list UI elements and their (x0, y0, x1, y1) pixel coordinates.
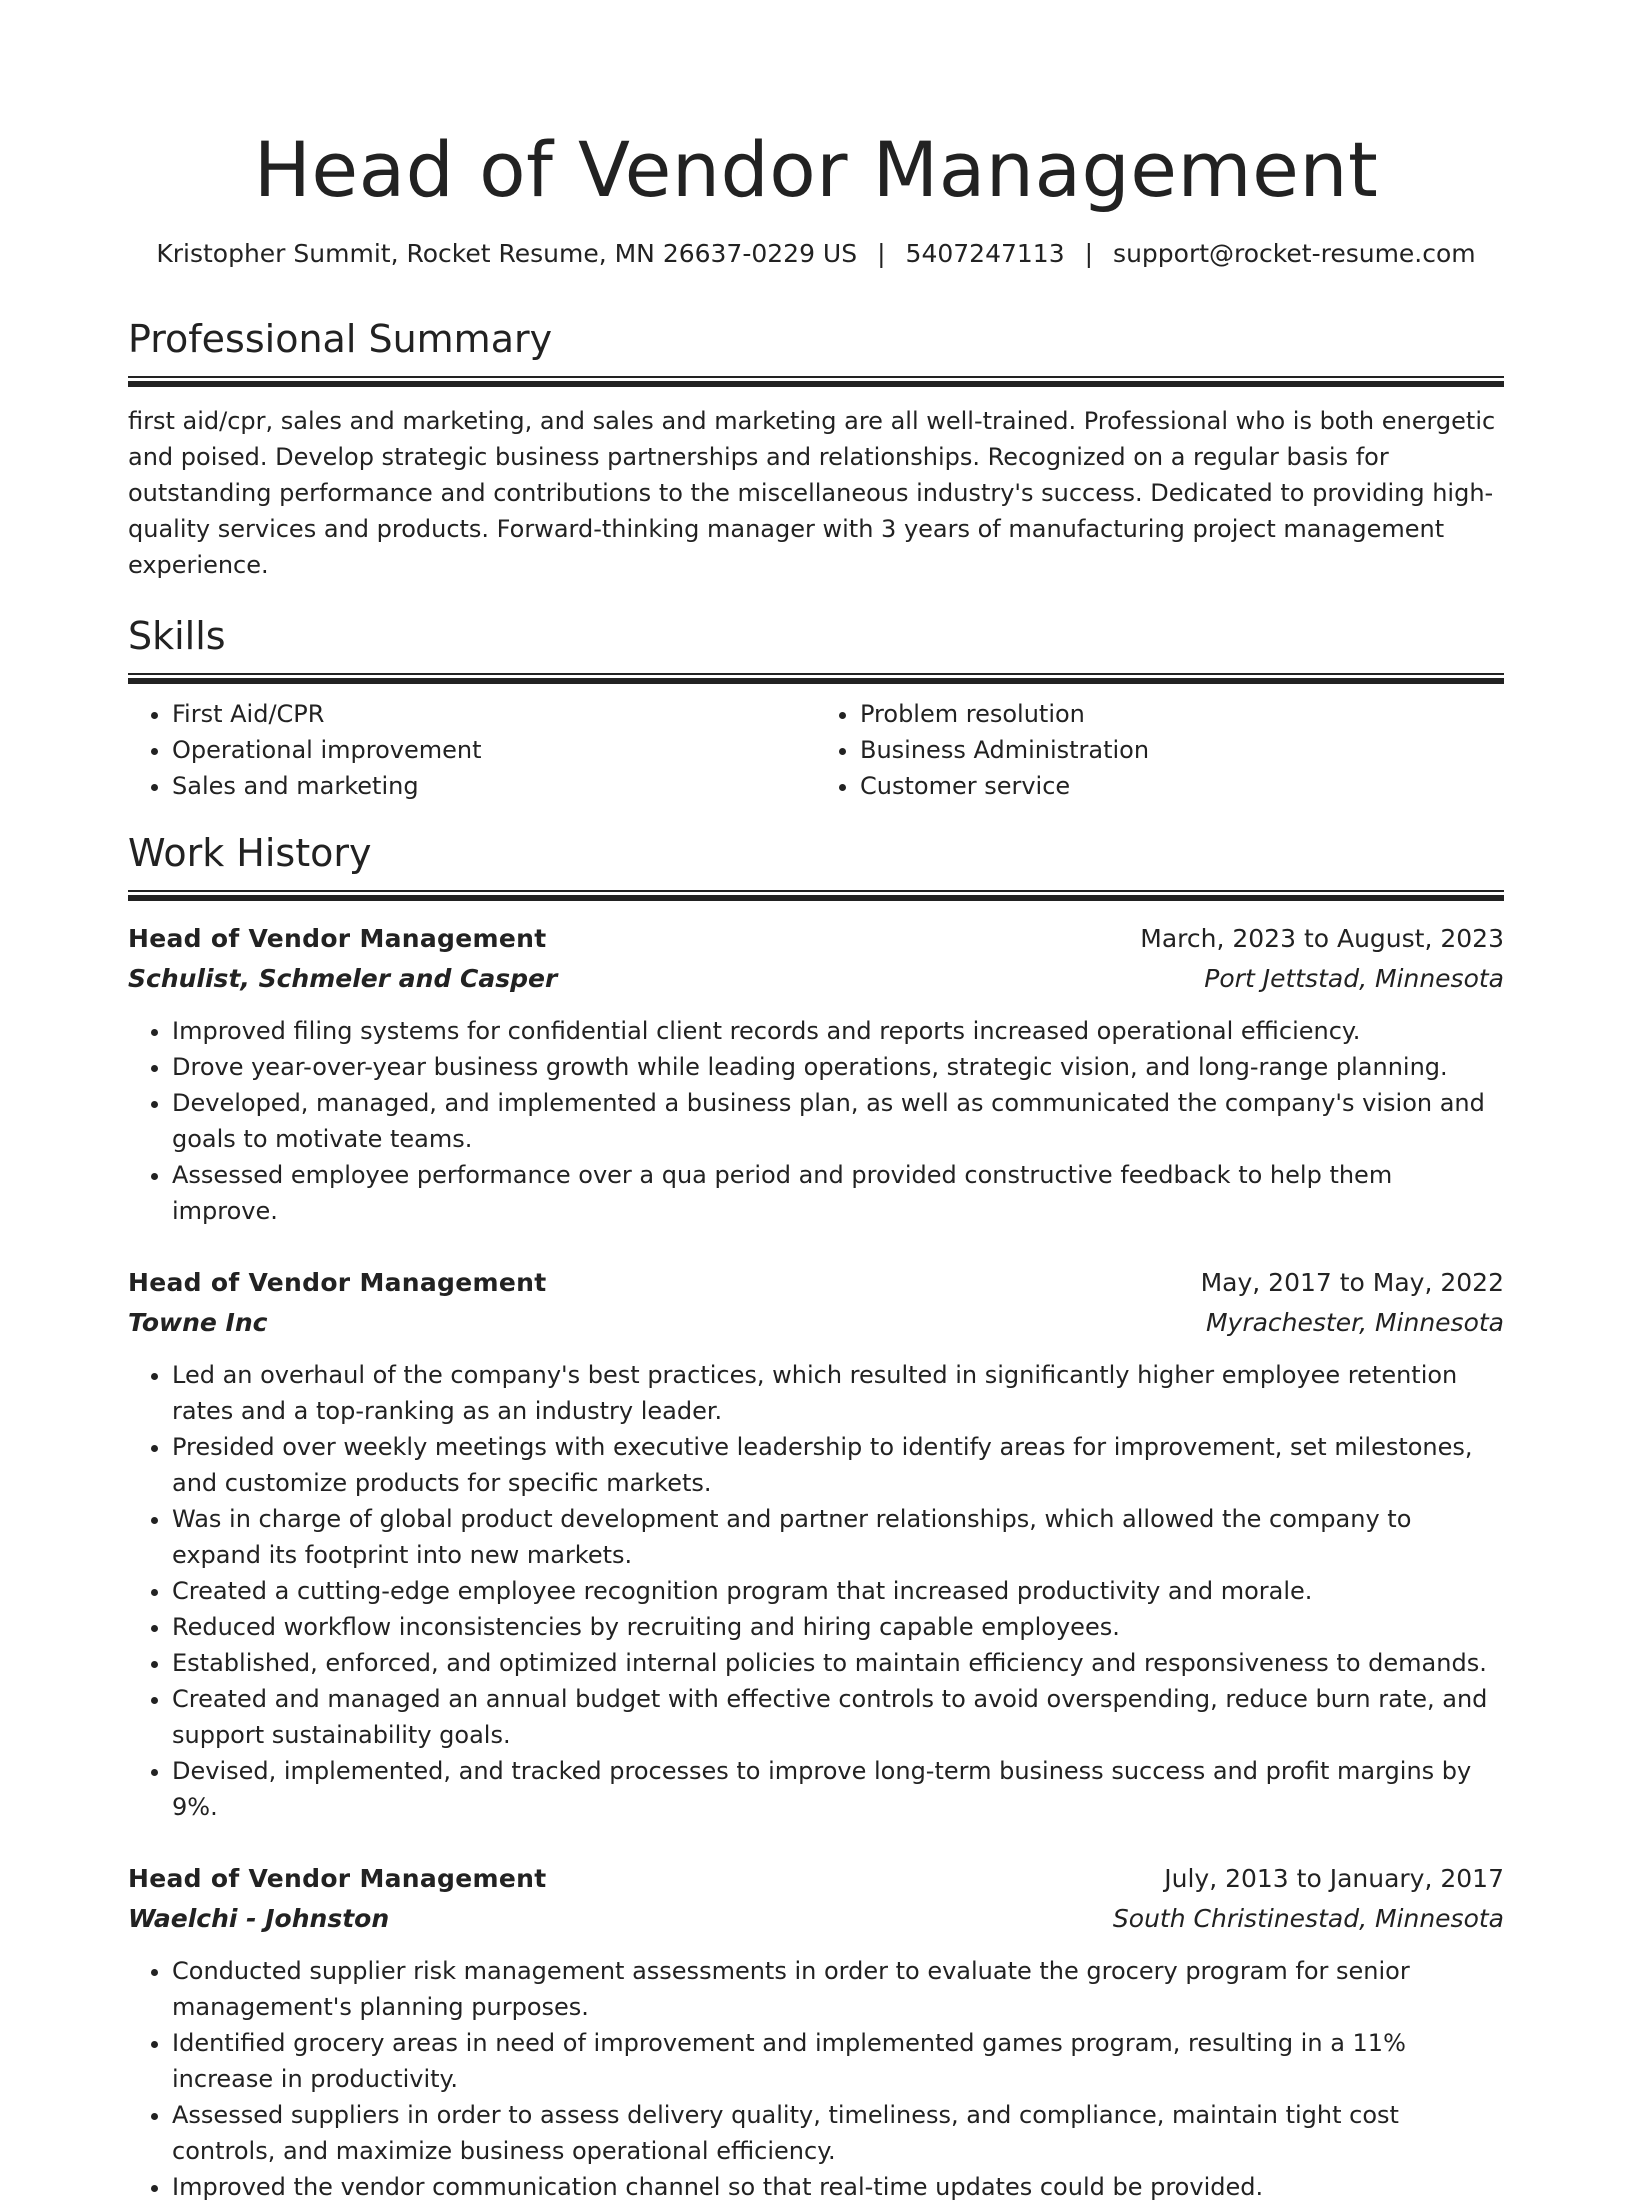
section-heading-work: Work History (128, 831, 372, 875)
contact-line (128, 236, 1504, 272)
job-entry (128, 1263, 1504, 1825)
skill-item: • Business Administration (860, 732, 1504, 768)
contact-address: Kristopher Summit, Rocket Resume, MN 26637-0229 US (156, 239, 858, 268)
job-title: Head of Vendor Management (128, 924, 547, 953)
job-bullet: • Devised, implemented, and tracked processes to improve long-term business success and profit margins by 9%. (172, 1753, 1504, 1825)
job-bullet: • Was in charge of global product development and partner relationships, which allowed the company to expand its footprint into new markets. (172, 1501, 1504, 1573)
job-bullet: • Improved filing systems for confidential client records and reports increased operational efficiency. (172, 1013, 1504, 1049)
contact-phone: 5407247113 (905, 239, 1065, 268)
work-history-section (128, 828, 1504, 2205)
job-title: Head of Vendor Management (128, 1864, 547, 1893)
job-dates: May, 2017 to May, 2022 (1200, 1268, 1504, 1297)
job-location: South Christinestad, Minnesota (1112, 1904, 1504, 1933)
job-company: Waelchi - Johnston (128, 1904, 390, 1933)
skill-item: • Operational improvement (172, 732, 816, 768)
skill-item: • Problem resolution (860, 696, 1504, 732)
skills-grid (128, 696, 1504, 804)
job-bullet: • Conducted supplier risk management assessments in order to evaluate the grocery program for senior management's planning purposes. (172, 1953, 1504, 2025)
job-bullet: • Presided over weekly meetings with executive leadership to identify areas for improvement, set milestones, and customize products for specific markets. (172, 1429, 1504, 1501)
skills-list-right (816, 696, 1504, 804)
section-heading-skills: Skills (128, 614, 226, 658)
job-dates: March, 2023 to August, 2023 (1140, 924, 1504, 953)
job-company: Towne Inc (128, 1308, 268, 1337)
job-location: Port Jettstad, Minnesota (1204, 964, 1504, 993)
summary-text: first aid/cpr, sales and marketing, and sales and marketing are all well-trained. Professional who is both energetic and poised. Develop strategic business partnerships and relationships. Recognized on a regular basis for outstanding performance and contributions to the miscellaneous industry's success. Dedicated to providing high-quality services and products. Forward-thinking manager with 3 years of manufacturing project management experience. (128, 407, 1496, 579)
professional-summary-section (128, 314, 1504, 583)
job-entry (128, 919, 1504, 1229)
job-bullet: • Reduced workflow inconsistencies by recruiting and hiring capable employees. (172, 1609, 1504, 1645)
skill-item: • Customer service (860, 768, 1504, 804)
contact-email: support@rocket-resume.com (1113, 239, 1476, 268)
job-bullet: • Created and managed an annual budget with effective controls to avoid overspending, reduce burn rate, and support sustainability goals. (172, 1681, 1504, 1753)
job-bullets (128, 1953, 1504, 2205)
job-bullet: • Assessed suppliers in order to assess delivery quality, timeliness, and compliance, maintain tight cost controls, and maximize business operational efficiency. (172, 2097, 1504, 2169)
section-divider (128, 376, 1504, 387)
skill-item: • First Aid/CPR (172, 696, 816, 732)
section-divider (128, 673, 1504, 684)
skills-section (128, 611, 1504, 804)
job-bullet: • Drove year-over-year business growth while leading operations, strategic vision, and long-range planning. (172, 1049, 1504, 1085)
skill-item: • Sales and marketing (172, 768, 816, 804)
section-divider (128, 890, 1504, 901)
job-entry (128, 1859, 1504, 2205)
resume-title: Head of Vendor Management (253, 125, 1379, 214)
job-company: Schulist, Schmeler and Casper (128, 964, 558, 993)
job-bullets (128, 1357, 1504, 1825)
job-bullets (128, 1013, 1504, 1229)
job-bullet: • Created a cutting-edge employee recognition program that increased productivity and morale. (172, 1573, 1504, 1609)
contact-separator: | (877, 239, 886, 268)
job-dates: July, 2013 to January, 2017 (1164, 1864, 1504, 1893)
section-heading-summary: Professional Summary (128, 317, 553, 361)
job-bullet: • Identified grocery areas in need of improvement and implemented games program, resulting in a 11% increase in productivity. (172, 2025, 1504, 2097)
job-location: Myrachester, Minnesota (1205, 1308, 1504, 1337)
job-bullet: • Developed, managed, and implemented a business plan, as well as communicated the company's vision and goals to motivate teams. (172, 1085, 1504, 1157)
resume-page (128, 0, 1504, 2205)
skills-list-left (128, 696, 816, 804)
job-bullet: • Assessed employee performance over a qua period and provided constructive feedback to help them improve. (172, 1157, 1504, 1229)
job-title: Head of Vendor Management (128, 1268, 547, 1297)
contact-separator: | (1084, 239, 1094, 268)
job-bullet: • Improved the vendor communication channel so that real-time updates could be provided. (172, 2169, 1504, 2205)
job-bullet: • Established, enforced, and optimized internal policies to maintain efficiency and responsiveness to demands. (172, 1645, 1504, 1681)
job-bullet: • Led an overhaul of the company's best practices, which resulted in significantly higher employee retention rates and a top-ranking as an industry leader. (172, 1357, 1504, 1429)
